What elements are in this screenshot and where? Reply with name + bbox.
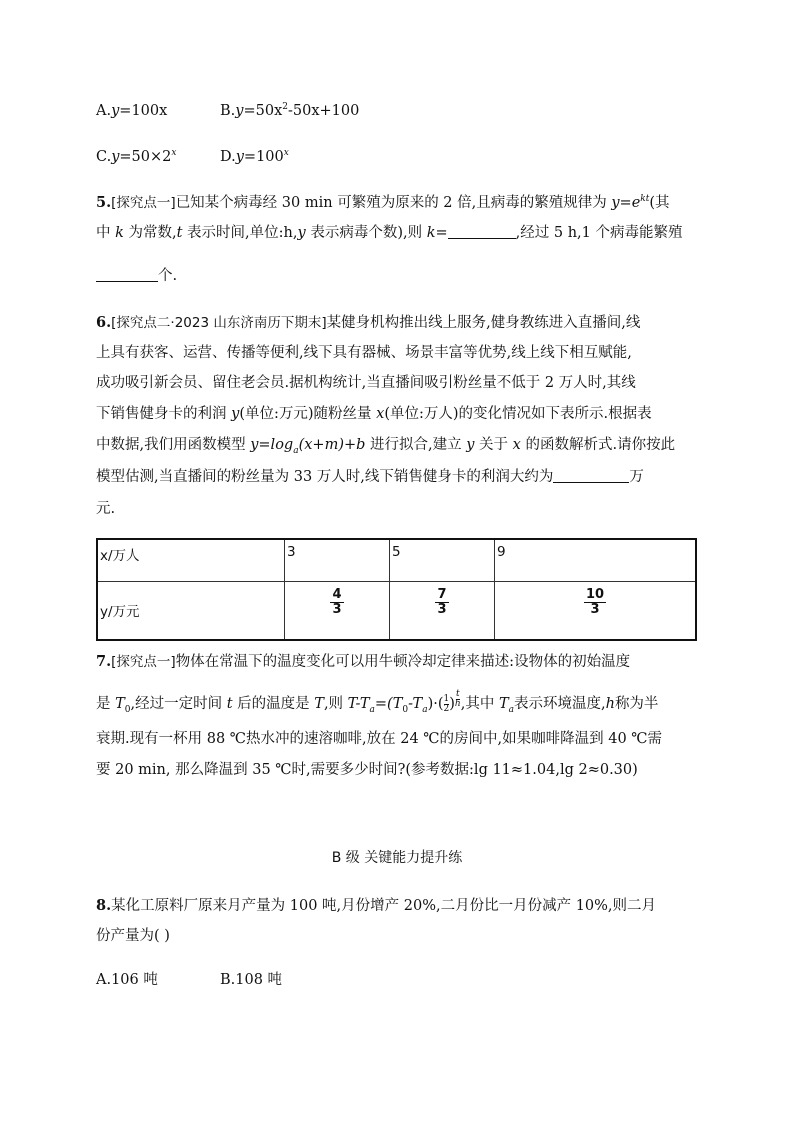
- table-cell: [390, 581, 495, 640]
- q7-line-1: 7.[探究点一]物体在常温下的温度变化可以用牛顿冷却定律来描述:设物体的初始温度: [96, 653, 631, 670]
- section-heading: B 级 关键能力提升练: [331, 850, 463, 866]
- q6-line-1: 6.[探究点二·2023 山东济南历下期末]某健身机构推出线上服务,健身教练进入直播间,线: [96, 314, 641, 331]
- q4-option-c: $C.y=50\times 2^x$: [96, 148, 177, 165]
- half-base: ( $\frac{1}{2}$ ): [437, 693, 455, 714]
- fraction: $\frac{10}{3}$: [585, 586, 605, 617]
- q8-line-1: 8.某化工原料厂原来月产量为 100 吨,月份增产 20%,二月份比一月份减产 10%,则二月: [96, 897, 657, 914]
- q6-line-7: 元.: [96, 501, 116, 517]
- table-header-y: y/万元: [97, 581, 285, 640]
- q7-line-3: 衰期.现有一杯用 88 ℃热水冲的速溶咖啡,放在 24 ℃的房间中,如果咖啡降温到 40 ℃需: [96, 731, 662, 747]
- q5-blank-k[interactable]: [448, 224, 516, 239]
- q5-blank-count[interactable]: [96, 267, 158, 282]
- fraction: $\frac{7}{3}$: [437, 586, 447, 617]
- q5-line-1: 5.[探究点一]已知某个病毒经 30 min 可繁殖为原来的 2 倍,且病毒的繁殖规律为 $y=e^{kt}$(其: [96, 194, 670, 211]
- q5-line-2: 中 k 为常数,t 表示时间,单位:h,y 表示病毒个数),则 k= ,经过 5 h,1 个病毒能繁殖: [96, 225, 683, 241]
- q6-line-4: 下销售健身卡的利润 y(单位:万元)随粉丝量 x(单位:万人)的变化情况如下表所示.根据表: [96, 406, 652, 422]
- q8-option-a: A.106 吨: [96, 972, 158, 988]
- table-cell: [285, 581, 390, 640]
- q6-blank-profit[interactable]: [553, 468, 629, 483]
- q6-line-6: 模型估测,当直播间的粉丝量为 33 万人时,线下销售健身卡的利润大约为 万: [96, 469, 644, 485]
- q7-line-2: 是 $T_0$,经过一定时间 t 后的温度是 T,则 $T-T_a=(T_0-T_a)\cdot$( $\frac{1}{2}$ ) $\frac{t}{h}$ ,其中 $T_a$表示环境温度,h称为半: [96, 689, 659, 715]
- table-header-x: x/万人: [97, 539, 285, 581]
- q6-line-2: 上具有获客、运营、传播等便利,线下具有器械、场景丰富等优势,线上线下相互赋能,: [96, 345, 632, 361]
- q6-line-3: 成功吸引新会员、留住老会员.据机构统计,当直播间吸引粉丝量不低于 2 万人时,其线: [96, 375, 636, 391]
- table-cell: [495, 581, 697, 640]
- q6-line-5: 中数据,我们用函数模型 $y=\log_a(x+m)+b$ 进行拟合,建立 y 关于 x 的函数解析式.请你按此: [96, 437, 676, 456]
- table-cell: 9: [495, 539, 697, 581]
- table-cell: 3: [285, 539, 390, 581]
- q4-option-a: A.y=100x: [96, 103, 168, 119]
- q4-option-b: $B.y=50x^2-50x+100$: [220, 102, 360, 119]
- q4-option-d: $D.y=100^x$: [220, 148, 289, 165]
- half-life-exponent: $\frac{t}{h}$: [454, 689, 461, 709]
- q8-option-b: B.108 吨: [220, 972, 283, 988]
- table-cell: 5: [390, 539, 495, 581]
- q7-line-4: 要 20 min, 那么降温到 35 ℃时,需要多少时间?(参考数据:lg 11≈1.04,lg 2≈0.30): [96, 762, 638, 778]
- fraction: $\frac{4}{3}$: [332, 586, 342, 617]
- table-row-x: [97, 539, 696, 581]
- q8-line-2: 份产量为( ): [96, 928, 170, 944]
- table-row-y: [97, 581, 696, 640]
- data-table: [96, 538, 697, 641]
- q5-line-3: 个.: [96, 266, 177, 286]
